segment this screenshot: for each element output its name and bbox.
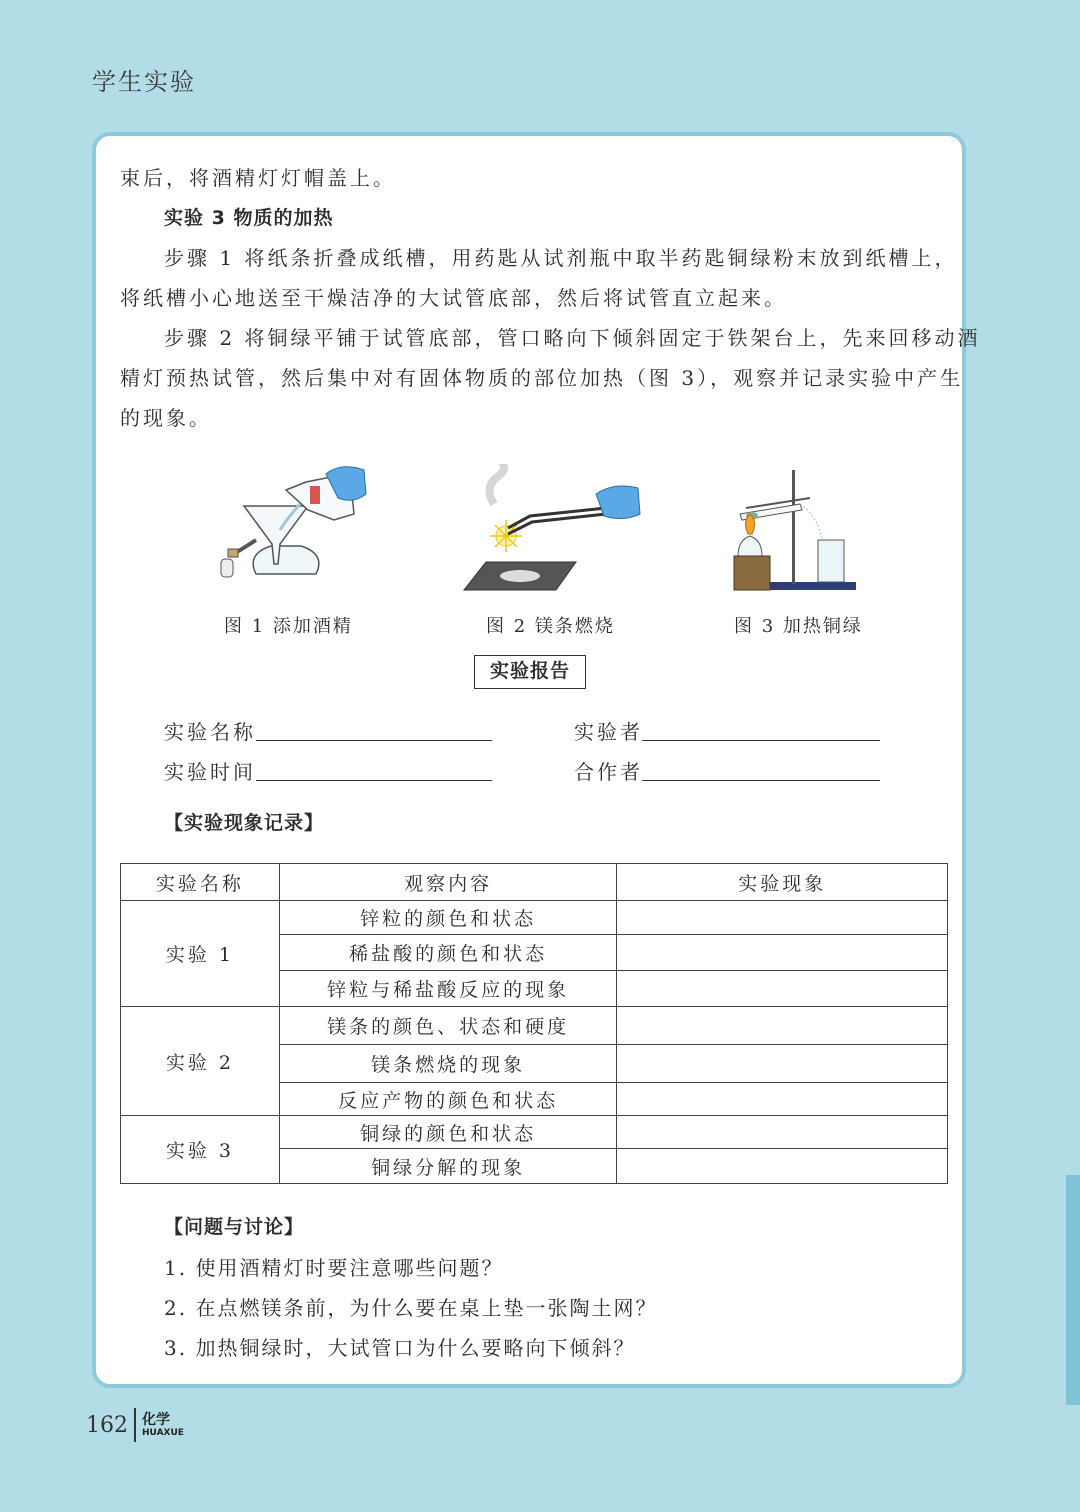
observation-cell: 稀盐酸的颜色和状态 — [279, 935, 617, 971]
phenomenon-cell[interactable] — [617, 1116, 948, 1149]
book-title-cn: 化学 — [142, 1411, 170, 1428]
book-title-pinyin: HUAXUE — [142, 1427, 184, 1438]
figure-1-caption: 图 1 添加酒精 — [224, 616, 353, 637]
step-2-line-1: 步骤 2 将铜绿平铺于试管底部，管口略向下倾斜固定于铁架台上，先来回移动酒 — [164, 326, 981, 350]
step-1-line-2: 将纸槽小心地送至干燥洁净的大试管底部，然后将试管直立起来。 — [120, 286, 787, 310]
experiment-2-cell: 实验 2 — [121, 1007, 280, 1116]
partner-blank[interactable] — [642, 780, 880, 781]
record-table — [120, 863, 948, 1184]
phenomenon-cell[interactable] — [617, 1045, 948, 1083]
phenomenon-cell[interactable] — [617, 1007, 948, 1045]
observation-cell: 镁条燃烧的现象 — [279, 1045, 617, 1083]
experiment-3-cell: 实验 3 — [121, 1116, 280, 1184]
paragraph-line: 束后，将酒精灯灯帽盖上。 — [120, 166, 396, 190]
step-2-line-3: 的现象。 — [120, 406, 212, 430]
observation-cell: 反应产物的颜色和状态 — [279, 1083, 617, 1116]
table-row — [121, 1116, 948, 1149]
partner-label: 合作者 — [574, 760, 643, 784]
step-2-line-2: 精灯预热试管，然后集中对有固体物质的部位加热（图 3），观察并记录实验中产生 — [120, 366, 964, 390]
page-footer — [86, 1408, 184, 1442]
experiment-name-label: 实验名称 — [164, 720, 256, 744]
experiment-time-label: 实验时间 — [164, 760, 256, 784]
table-row — [121, 901, 948, 935]
phenomenon-cell[interactable] — [617, 971, 948, 1007]
heating-copper-green-illustration — [730, 464, 870, 604]
table-header-row — [121, 864, 948, 901]
footer-divider — [134, 1408, 136, 1442]
phenomenon-cell[interactable] — [617, 1083, 948, 1116]
column-header: 实验名称 — [121, 864, 280, 901]
table-row — [121, 1007, 948, 1045]
discussion-heading: 【问题与讨论】 — [164, 1216, 305, 1238]
phenomenon-cell[interactable] — [617, 935, 948, 971]
figure-row — [120, 464, 948, 644]
experimenter-label: 实验者 — [574, 720, 643, 744]
figure-2-caption: 图 2 镁条燃烧 — [486, 616, 615, 637]
alcohol-lamp-refill-illustration — [216, 464, 376, 604]
experimenter-blank[interactable] — [642, 740, 880, 741]
record-heading: 【实验现象记录】 — [164, 812, 325, 834]
experiment-1-cell: 实验 1 — [121, 901, 280, 1007]
phenomenon-cell[interactable] — [617, 1149, 948, 1184]
step-1-line-1: 步骤 1 将纸条折叠成纸槽，用药匙从试剂瓶中取半药匙铜绿粉末放到纸槽上， — [164, 246, 958, 270]
observation-cell: 锌粒与稀盐酸反应的现象 — [279, 971, 617, 1007]
content-card — [92, 132, 981, 1388]
report-title: 实验报告 — [474, 655, 586, 689]
figure-3-caption: 图 3 加热铜绿 — [734, 616, 863, 637]
question-3: 3. 加热铜绿时，大试管口为什么要略向下倾斜？ — [164, 1336, 636, 1360]
book-title — [142, 1413, 184, 1438]
question-2: 2. 在点燃镁条前，为什么要在桌上垫一张陶土网？ — [164, 1296, 658, 1320]
experiment-time-blank[interactable] — [256, 780, 492, 781]
experiment-name-blank[interactable] — [256, 740, 492, 741]
column-header: 观察内容 — [279, 864, 617, 901]
observation-cell: 锌粒的颜色和状态 — [279, 901, 617, 935]
section-header: 学生实验 — [92, 68, 196, 96]
observation-cell: 铜绿的颜色和状态 — [279, 1116, 617, 1149]
observation-cell: 铜绿分解的现象 — [279, 1149, 617, 1184]
page-number: 162 — [86, 1412, 128, 1438]
magnesium-burning-illustration — [446, 464, 646, 604]
column-header: 实验现象 — [617, 864, 948, 901]
experiment-3-title: 实验 3 物质的加热 — [164, 207, 334, 229]
observation-cell: 镁条的颜色、状态和硬度 — [279, 1007, 617, 1045]
phenomenon-cell[interactable] — [617, 901, 948, 935]
question-1: 1. 使用酒精灯时要注意哪些问题？ — [164, 1256, 504, 1280]
page-edge-tab — [1066, 1175, 1080, 1405]
